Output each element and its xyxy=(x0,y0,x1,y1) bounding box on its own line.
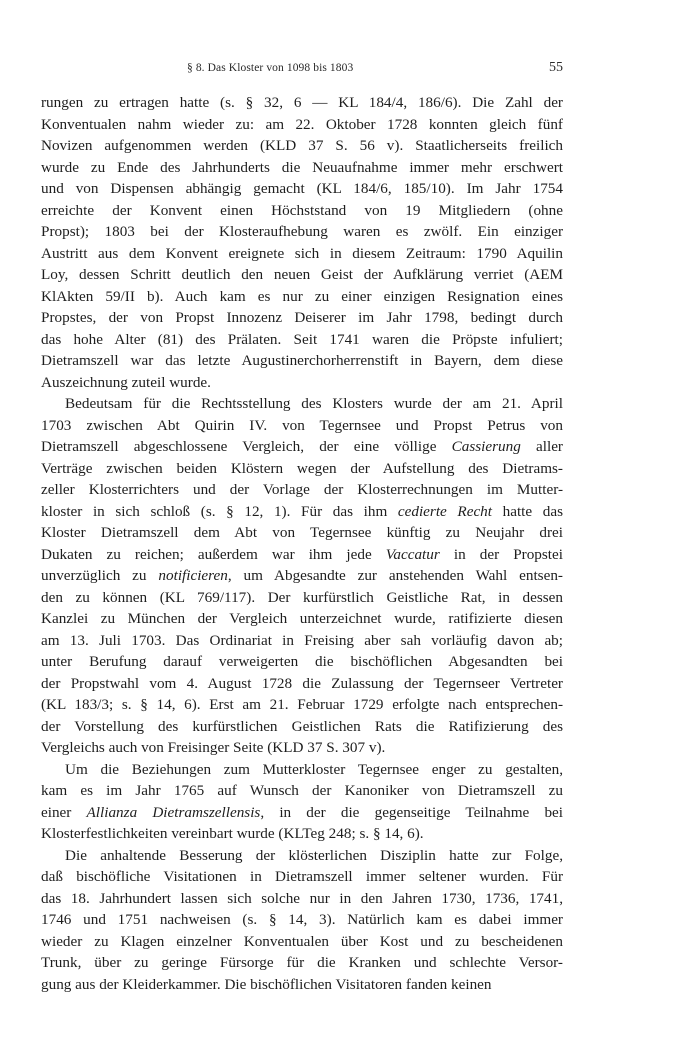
text-line: und von Dispensen abhängig gemacht (KL 184/6, 185/10). Im Jahr 1754 xyxy=(41,180,563,197)
text-line: zeller Klosterrichters und der Vorlage der Klosterrechnungen im Mutter- xyxy=(41,481,563,498)
text-line: KlAkten 59/II b). Auch kam es nur zu einer einzigen Resignation eines xyxy=(41,287,563,305)
paragraph xyxy=(41,393,563,759)
text-line: Novizen aufgenommen werden (KLD 37 S. 56 v). Staatlicherseits freilich xyxy=(41,137,563,154)
page-number: 55 xyxy=(549,60,563,75)
text-line: unter Berufung darauf verweigerten die bischöflichen Abgesandten bei xyxy=(41,653,563,670)
text-line: erreichte der Konvent einen Höchststand von 19 Mitgliedern (ohne xyxy=(41,201,563,219)
text-line: Um die Beziehungen zum Mutterkloster Tegernsee enger zu gestalten, xyxy=(65,760,563,778)
italic-term: notificieren xyxy=(158,567,228,584)
text-line: Klosterfestlichkeiten vereinbart wurde (KLTeg 248; s. § 14, 6). xyxy=(41,825,424,842)
text-line: Konventualen nahm wieder zu: am 22. Oktober 1728 konnten gleich fünf xyxy=(41,115,563,133)
text-line: (KL 183/3; s. § 14, 6). Erst am 21. Februar 1729 erfolgte nach entsprechen- xyxy=(41,696,563,713)
text-line: daß bischöfliche Visitationen in Dietramszell immer seltener wurden. Für xyxy=(41,868,563,885)
text-line: kloster in sich schloß (s. § 12, 1). Für das ihm cedierte Recht hatte das xyxy=(41,502,564,520)
text-line: Dukaten zu reichen; außerdem war ihm jede Vaccatur in der Propstei xyxy=(41,545,563,563)
text-line: Loy, dessen Schritt deutlich den neuen Geist der Aufklärung verriet (AEM xyxy=(41,266,563,283)
paragraph xyxy=(41,92,563,393)
text-line: kam es im Jahr 1765 auf Wunsch der Kanoniker von Dietramszell zu xyxy=(41,782,563,799)
text-line: das 18. Jahrhundert lassen sich solche nur in den Jahren 1730, 1736, 1741, xyxy=(41,889,563,907)
text-line: Trunk, über zu geringe Fürsorge für die Kranken und schlechte Versor- xyxy=(41,954,563,971)
text-line: 1703 zwischen Abt Quirin IV. von Tegernsee und Propst Petrus von xyxy=(41,416,563,434)
text-line: wurde zu Ende des Jahrhunderts die Neuaufnahme immer mehr erschwert xyxy=(41,158,563,176)
text-line: rungen zu ertragen hatte (s. § 32, 6 — KL 184/4, 186/6). Die Zahl der xyxy=(41,94,563,111)
text-line: Verträge zwischen beiden Klöstern wegen der Aufstellung des Dietrams- xyxy=(41,459,563,477)
text-line: Propst); 1803 bei der Klosteraufhebung waren es zwölf. Ein einziger xyxy=(41,223,563,240)
text-line: gung aus der Kleiderkammer. Die bischöflichen Visitatoren fanden keinen xyxy=(41,975,492,993)
text-line: wieder zu Klagen einzelner Konventualen über Kost und zu bescheidenen xyxy=(41,932,563,950)
running-head: § 8. Das Kloster von 1098 bis 1803 xyxy=(187,62,354,74)
text-line: das hohe Alter (81) des Prälaten. Seit 1741 waren die Pröpste infuliert; xyxy=(41,330,563,348)
page-header xyxy=(0,62,700,80)
paragraph xyxy=(41,845,563,996)
body-text xyxy=(41,92,563,995)
text-line: der Vorstellung des kurfürstlichen Geistlichen Rats die Ratifizierung des xyxy=(41,717,563,735)
italic-term: Vaccatur xyxy=(385,545,440,563)
text-line: der Propstwahl vom 4. August 1728 die Zulassung der Tegernseer Vertreter xyxy=(41,674,563,692)
text-line: den zu können (KL 769/117). Der kurfürstlich Geistliche Rat, in dessen xyxy=(41,588,563,606)
text-line: 1746 und 1751 nachweisen (s. § 14, 3). Natürlich kam es dabei immer xyxy=(41,911,563,928)
paragraph xyxy=(41,759,563,845)
text-line: Austritt aus dem Konvent ereignete sich in diesem Zeitraum: 1790 Aquilin xyxy=(41,244,563,262)
text-line: Vergleichs auch von Freisinger Seite (KLD 37 S. 307 v). xyxy=(41,739,386,756)
text-line: Bedeutsam für die Rechtsstellung des Klosters wurde der am 21. April xyxy=(65,395,563,412)
text-line: Kloster Dietramszell dem Abt von Tegernsee künftig zu Neujahr drei xyxy=(41,524,563,541)
text-line: Kanzlei zu München der Vergleich unterzeichnet wurde, ratifizierte diesen xyxy=(41,610,563,627)
italic-term: cedierte Recht xyxy=(397,502,492,520)
text-line: Die anhaltende Besserung der klösterlichen Disziplin hatte zur Folge, xyxy=(65,846,563,864)
text-line: am 13. Juli 1703. Das Ordinariat in Freising aber sah vorläufig davon ab; xyxy=(41,631,563,649)
text-line: Auszeichnung zuteil wurde. xyxy=(41,373,211,391)
italic-term: Cassierung xyxy=(451,438,521,455)
text-line: einer Allianza Dietramszellensis, in der die gegenseitige Teilnahme bei xyxy=(41,803,564,821)
text-line: unverzüglich zu notificieren, um Abgesandte zur anstehenden Wahl entsen- xyxy=(41,567,563,584)
text-line: Dietramszell abgeschlossene Vergleich, der eine völlige Cassierung aller xyxy=(41,438,563,455)
italic-term: Allianza Dietramszellensis xyxy=(86,803,261,821)
text-line: Propstes, der von Propst Innozenz Deiserer im Jahr 1798, bedingt durch xyxy=(41,309,563,326)
text-line: Dietramszell war das letzte Augustinerchorherrenstift in Bayern, dem diese xyxy=(41,352,563,369)
